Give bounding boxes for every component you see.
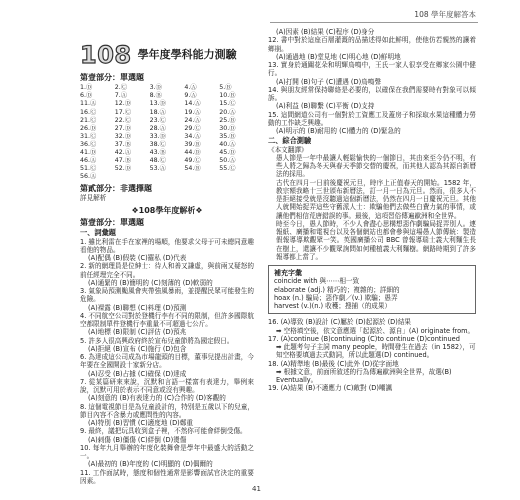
answer-item: 32.Ⓓ [114,132,132,140]
paragraph: 《本文翻譯》 [268,145,308,154]
answer-item: 19.Ⓐ [184,108,201,116]
answer-item: 55.Ⓒ [219,165,236,173]
section-heading: 二、綜合測驗 [268,136,312,146]
answer-item: 12.Ⓓ [114,100,132,108]
answer-item: 17.Ⓒ [114,108,132,116]
paragraph: 1. 雖比利雷在手在家裡的場順，他要求父母于可未總同意趣看他的物品。 [80,237,254,254]
answer-item: 43.Ⓑ [149,149,166,156]
answer-item: 45.Ⓓ [219,149,236,156]
answer-item: 36.Ⓒ [80,140,97,148]
answer-item: 2.Ⓒ [114,84,128,92]
title-number: 108 [80,40,132,69]
answer-item: 10.Ⓑ [219,92,236,100]
option-line: (A)利益 (B)聯繫 (C)平衡 (D)支持 [276,102,375,111]
answer-item: 47.Ⓑ [114,157,132,165]
option-line: (A)地標 (B)限制 (C)評估 (D)預兆 [88,328,187,337]
answer-item: 44.Ⓓ [184,149,201,156]
answer-item: 21.Ⓒ [80,116,97,124]
answer-item: 13.Ⓓ [149,100,166,108]
answer-item: 46.Ⓐ [80,157,97,165]
paragraph: 古代在四月一日前後慶祝元旦，時序上正值春天的開始。1582 年，教宗額我略十三世頒布新曆法，訂一月一日為元旦。然而，很多人不是拒絕接受就是沒聽過這個新曆法，仍然在四月一日慶祝元旦。其他人就開始捉弄這些守舊派人士：欺騙他們去做些白費力氣的事情，或讓他們相信荒唐錯誤的事。最後，這項習俗傳遍歐洲和全世界。 [276,178,476,220]
option-line: ➡ 空格填空後，依文意應選「起源於、源自」(A) originate from。 [276,326,475,335]
option-line: (A)拒絕 (B)宣布 (C)施行 (D)包含 [88,344,187,353]
paragraph: 時至今日，愚人節時，不少人會盡心思構想惡作劇騙局捉弄別人。連報紙、廣播和電視台以及各個網站也都會參與這場愚人節傳統：製造假報導導欺觀眾一笑。英國廣播公司 BBC 曾報導瑞士義大利麵生長在樹上，還讓不少觀眾詢問如何種植義大利麵樹。網路時期到了許多報導都上當了。 [276,219,476,261]
part2-heading: 第貳部分：非選擇題 [80,184,152,194]
paragraph: 10. 每年九月舉辦的年度化裝舞會是學年中最盛大的活動之一。 [80,443,254,461]
answer-item: 3.Ⓓ [149,84,162,92]
answer-item: 51.Ⓒ [80,165,97,173]
option-line: (A)配偶 (B)假裝 (C)羅私 (D)代表 [88,254,187,263]
paragraph: 2. 新的網理員是位紳士：待人和善又謙虛，與前兩又疑怒的前任經理完全不同。 [80,262,254,279]
paragraph: 7. 從某篇研來來說，沉默和言語一樣富有表達力，舉例來說，沉默可用於表示不同意或沒有興趣。 [80,377,254,395]
paragraph: 6. 為達成這公司成為市場龍頭的目標，董事兒提出計畫，今年要在全國開設十家新分店。 [80,353,254,370]
answer-grid [80,84,254,181]
answer-item: 37.Ⓑ [114,140,132,148]
left-column [80,0,254,485]
analysis-part1-heading: 第壹部分：單選題 [80,218,144,228]
paragraph: 5. 許多人很高興政府終於宣布兒童節將為國定假日。 [80,336,234,345]
vocab-line: elaborate (adj.) 精巧的；複雜的；詳細的 [274,285,400,294]
answer-item: 34.Ⓐ [184,132,201,140]
answer-item: 9.Ⓐ [184,92,197,100]
answer-item: 14.Ⓐ [184,100,201,108]
answer-item: 52.Ⓓ [114,165,132,173]
paragraph: 11. 工作面試時，態度和個性通常是影響面試官決定的重要因素。 [80,468,254,485]
option-line: (A)通緊的 (B)簡明的 (C)刻薄的 (D)軟弱的 [88,278,213,287]
answer-item: 8.Ⓑ [149,92,162,100]
answer-item: 18.Ⓐ [149,108,166,116]
answer-item: 5.Ⓑ [219,84,232,92]
paragraph: 愚人節是一年中最讓人輕鬆愉快的一個節日，其由來至今仍不明，有些人將之歸為冬天與春天季節交替的慶祝，而其他人認為其源自新曆法的採用。 [276,153,476,179]
paragraph: 18. (A)精準地 (B)最後 (C)此外 (D)從字面地 [268,359,399,368]
paragraph: 12. 書中對於這座百層灌溉的品描述得如此鮮明，使他仿若親然的讓着鄉崩。 [268,36,476,53]
answer-item: 26.Ⓓ [80,124,97,132]
option-line: (A)刺傷 (B)僵傷 (C)絆倒 (D)燙傷 [88,435,187,444]
answer-item: 42.Ⓐ [114,149,132,156]
paragraph: 14. 與朋友經常保持聯絡是必要的，以確保在我們需要時有對象可以傾訴。 [268,85,476,102]
answer-item: 16.Ⓒ [80,108,97,116]
option-line: (A)刻意的 (B)有表達力的 (C)合作的 (D)客觀的 [88,394,226,403]
paragraph: 9. 最終，議把玩具收到盒子裡，不然你可能會絆倒受傷。 [80,427,247,436]
paragraph: 8. 這個電視節目是為兒童設計的，特別是五歲以下的兒童，節目內容不含暴力或應問性的內容。 [80,402,254,419]
paragraph: 13. 實身於通關花朵和明輝鳥鳴中，王氏一家人很享受在鄉家公園中健行。 [268,61,476,78]
answer-item: 33.Ⓓ [149,132,166,140]
answer-item: 24.Ⓐ [184,116,201,124]
answer-item: 35.Ⓑ [219,132,236,140]
part1-heading: 第壹部分：單選題 [80,73,144,82]
right-column [268,28,476,393]
answer-item: 49.Ⓒ [184,157,201,165]
option-line: (A)通過地 (B)堂見地 (C)明心地 (D)鮮明地 [276,52,401,61]
answer-item: 15.Ⓒ [219,100,236,108]
answer-item: 54.Ⓑ [184,165,201,173]
page-number: 41 [252,485,261,493]
answer-item: 6.Ⓓ [80,92,93,100]
vocab-line: coincide with 與⋯⋯相一致 [274,277,360,286]
answer-item: 30.Ⓓ [219,124,236,132]
section1-heading: 一、詞彙題 [80,228,116,238]
running-header: 108 學年度解答本 [414,10,476,19]
title-text: 學年度學科能力測驗 [137,47,237,61]
option-line: ➡ 根據文意，前面所敘述的行為傳遍歐洲與全世界，故選(B) Eventually。 [276,367,452,384]
left-body [80,238,254,486]
answer-item: 1.Ⓓ [80,84,93,92]
paragraph: 19. (A)結果 (B)不適應力 (C)敵對 (D)嘲諷 [268,384,393,393]
answer-item: 11.Ⓐ [80,100,97,108]
answer-item: 28.Ⓐ [149,124,166,132]
answer-item: 48.Ⓒ [149,157,166,165]
answer-item: 40.Ⓐ [219,140,236,148]
option-line: (A)特別 (B)習慣 (C)適度地 (D)鄭重 [88,419,193,428]
vocab-box-title: 補充字彙 [274,269,302,277]
option-line: (A)最初的 (B)年度的 (C)明顯的 (D)偶爾的 [88,460,213,469]
vocab-line: harvest (v.)(n.) 收穫；搜捕（的成果） [274,302,392,310]
right-body [268,28,476,261]
answer-item: 39.Ⓑ [184,140,201,148]
vocab-lines [274,277,470,310]
page-title [80,40,254,70]
answer-item: 23.Ⓒ [149,116,166,124]
answer-item: 41.Ⓓ [80,149,97,156]
right-body-2 [268,318,476,392]
option-line: (A)打開 (B)句子 (C)遭遇 (D)鳥鳴聲 [276,77,381,86]
paragraph: 15. 這間網道公司有一個對於工資應工及蓋房子和採取水果這種體力勞動的工作缺乏興趣。 [268,110,476,127]
option-line: (A)明示的 (B)耐用的 (C)體力的 (D)緊急的 [276,127,401,135]
answer-item: 27.Ⓓ [114,124,132,132]
analysis-heading: ❖108學年度解析❖ [131,205,203,215]
answer-item: 31.Ⓒ [80,132,97,140]
answer-item: 56.Ⓐ [80,173,97,181]
paragraph: 3. 氣象局預測颱風會夾帶強風暴雨，並提醒民眾可能發生的危險。 [80,287,254,304]
paragraph: 4. 不同航空公司對於登機行李有不同的限制，但許多國際航空都限制單件登機行李重量不可超過七公斤。 [80,311,254,329]
answer-item: 25.Ⓑ [219,116,236,124]
answer-item: 22.Ⓒ [114,116,132,124]
paragraph: 17. (A)continue (B)continuing (C)to continue (D)continued [268,334,460,343]
answer-item: 20.Ⓐ [219,108,236,116]
paragraph: 16. (A)導致 (B)設計 (C)屬於 (D)起源於 (D)結果 [268,318,412,327]
answer-item: 4.Ⓐ [184,84,197,92]
vocab-line: hoax (n.) 騙局；惡作劇／(v.) 欺騙；愚弄 [274,293,398,302]
answer-item: 53.Ⓐ [149,165,166,173]
option-line: (A)裸露 (B)聯想 (C)料理 (D)預測 [88,303,187,312]
part2-note: 詳見解析 [80,193,107,202]
analysis-heading-text: 108學年度解析 [138,205,196,215]
vocab-box [268,265,476,314]
answer-item: 7.Ⓐ [114,92,128,100]
option-line: ➡ 此題考句子主詞 many people，時間發生在過去（in 1582），可知空格要填過去式動詞，所以此題選(D) continued。 [276,343,476,360]
answer-item: 29.Ⓒ [184,124,201,132]
option-line: (A)因素 (B)結果 (C)程序 (D)身分 [276,28,375,36]
answer-item: 50.Ⓐ [219,157,236,165]
answer-item: 38.Ⓒ [149,140,166,148]
option-line: (A)忍受 (B)占據 (C)確保 (D)達成 [88,369,187,378]
header-rule [270,22,478,23]
